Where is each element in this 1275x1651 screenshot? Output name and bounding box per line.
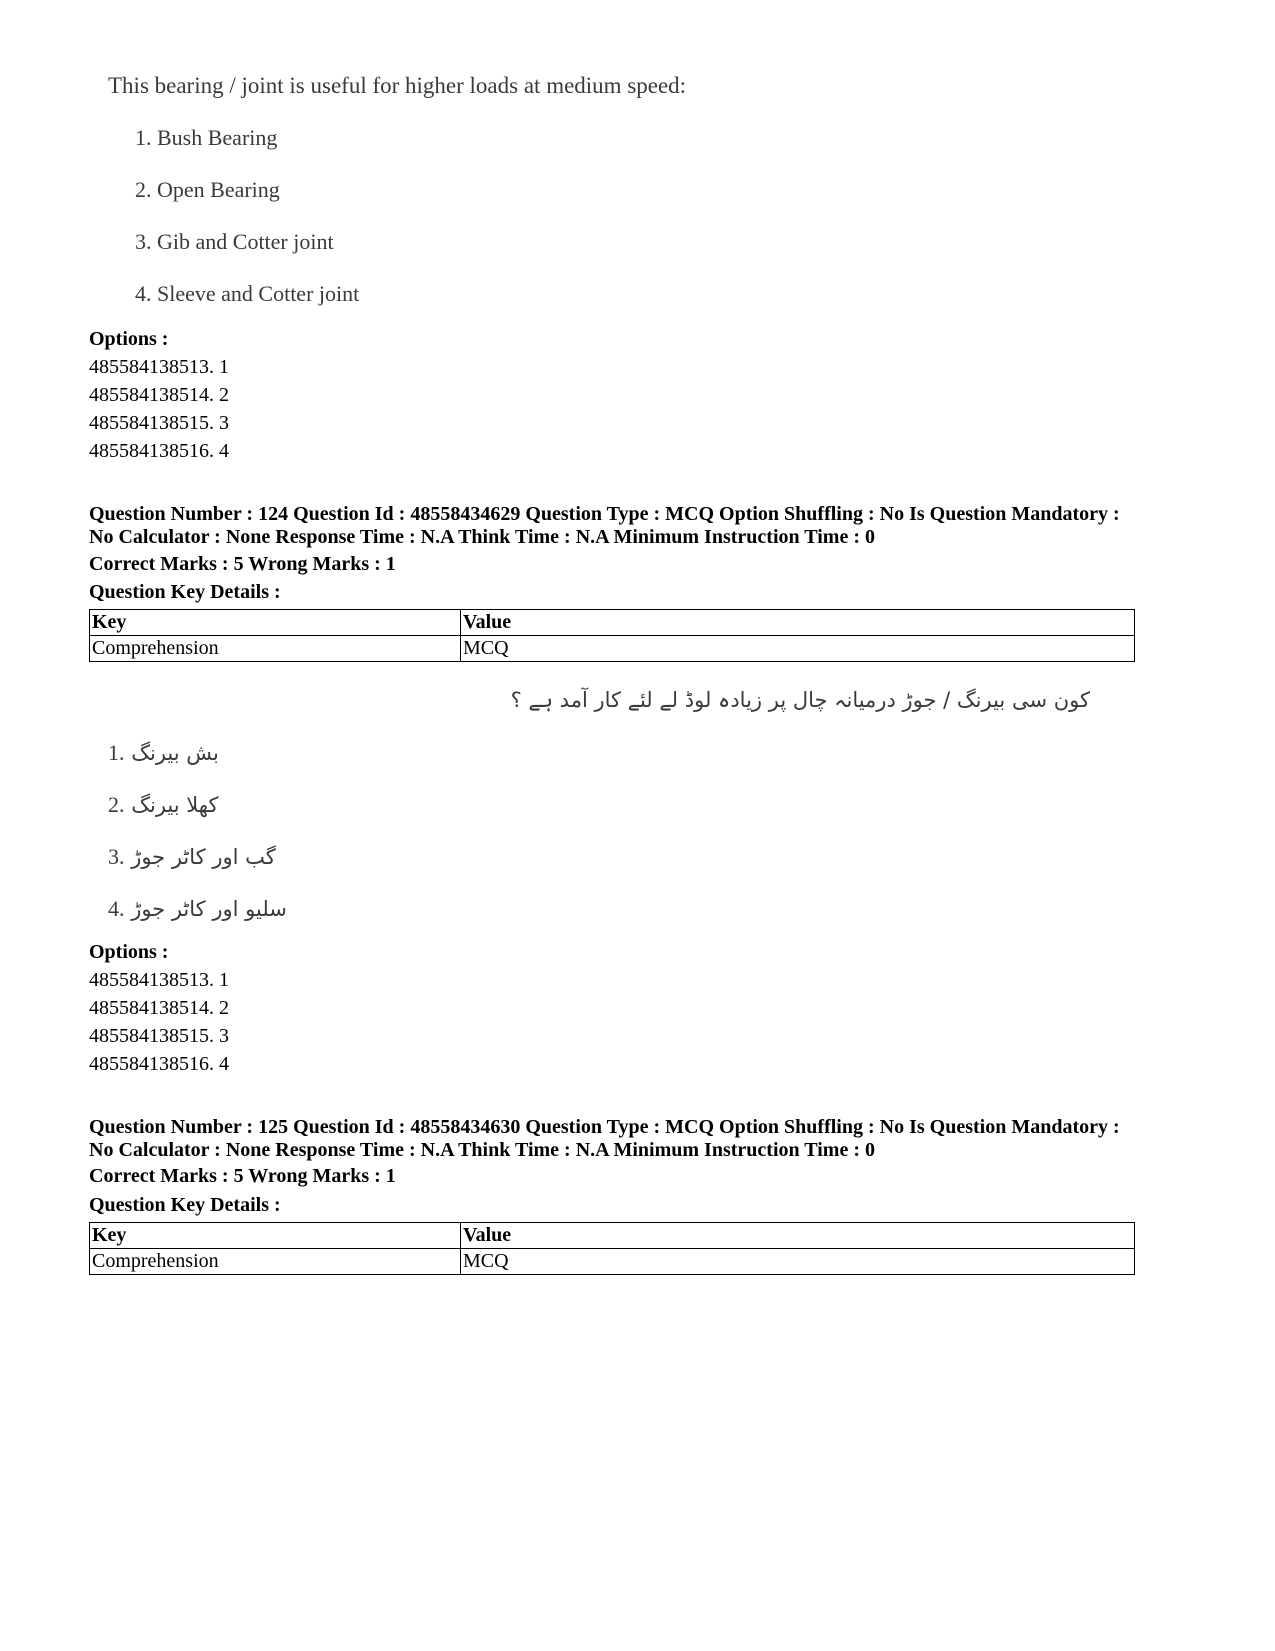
table-header-row	[90, 1223, 1135, 1249]
table-row	[90, 636, 1135, 662]
question-meta-line2: No Calculator : None Response Time : N.A Think Time : N.A Minimum Instruction Time : 0	[89, 526, 875, 548]
table-header-row	[90, 610, 1135, 636]
table-row	[90, 1249, 1135, 1275]
choice-item-ur	[108, 844, 276, 870]
choice-item-ur	[108, 740, 219, 766]
option-line: 485584138513. 1	[89, 969, 229, 991]
question-stem-en: This bearing / joint is useful for higher loads at medium speed:	[108, 73, 687, 98]
options-label: Options :	[89, 328, 169, 350]
option-line: 485584138514. 2	[89, 384, 229, 406]
table-cell-key: Comprehension	[90, 1249, 461, 1275]
table-header-key: Key	[90, 1223, 461, 1249]
marks-line: Correct Marks : 5 Wrong Marks : 1	[89, 553, 396, 575]
table-cell-value: MCQ	[461, 636, 1135, 662]
question-meta	[89, 1116, 1199, 1162]
question-meta-line2: No Calculator : None Response Time : N.A Think Time : N.A Minimum Instruction Time : 0	[89, 1139, 875, 1161]
choice-item: 1. Bush Bearing	[135, 125, 278, 150]
choice-item: 2. Open Bearing	[135, 177, 280, 202]
question-meta-line1: Question Number : 124 Question Id : 48558434629 Question Type : MCQ Option Shuffling : No Is Question Mandatory :	[89, 503, 1120, 525]
choice-number: 1.	[108, 740, 125, 765]
option-line: 485584138516. 4	[89, 440, 229, 462]
option-line: 485584138516. 4	[89, 1053, 229, 1075]
option-line: 485584138515. 3	[89, 412, 229, 434]
table-header-value: Value	[461, 1223, 1135, 1249]
marks-line: Correct Marks : 5 Wrong Marks : 1	[89, 1165, 396, 1187]
option-line: 485584138515. 3	[89, 1025, 229, 1047]
question-meta-line1: Question Number : 125 Question Id : 48558434630 Question Type : MCQ Option Shuffling : No Is Question Mandatory :	[89, 1116, 1120, 1138]
key-details-label: Question Key Details :	[89, 581, 281, 603]
table-header-key: Key	[90, 610, 461, 636]
choice-item-ur	[108, 792, 218, 818]
table-cell-value: MCQ	[461, 1249, 1135, 1275]
option-line: 485584138513. 1	[89, 356, 229, 378]
choice-number: 4.	[108, 896, 125, 921]
choice-number: 3.	[108, 844, 125, 869]
key-details-label: Question Key Details :	[89, 1194, 281, 1216]
table-cell-key: Comprehension	[90, 636, 461, 662]
option-line: 485584138514. 2	[89, 997, 229, 1019]
choice-text: سلیو اور کاٹر جوڑ	[131, 897, 287, 921]
table-header-value: Value	[461, 610, 1135, 636]
choice-text: کھلا بیرنگ	[131, 793, 219, 817]
choice-item-ur	[108, 896, 287, 922]
choice-text: گب اور کاٹر جوڑ	[131, 845, 276, 869]
key-details-table	[89, 1222, 1135, 1275]
choice-item: 4. Sleeve and Cotter joint	[135, 281, 360, 306]
choice-text: بش بیرنگ	[131, 741, 219, 765]
options-label: Options :	[89, 941, 169, 963]
key-details-table	[89, 609, 1135, 662]
question-meta	[89, 503, 1199, 549]
choice-number: 2.	[108, 792, 125, 817]
choice-item: 3. Gib and Cotter joint	[135, 229, 334, 254]
question-stem-ur: کون سی بیرنگ / جوڑ درمیانہ چال پر زیادہ لوڈ لے لئے کار آمد ہے ؟	[510, 688, 1090, 712]
